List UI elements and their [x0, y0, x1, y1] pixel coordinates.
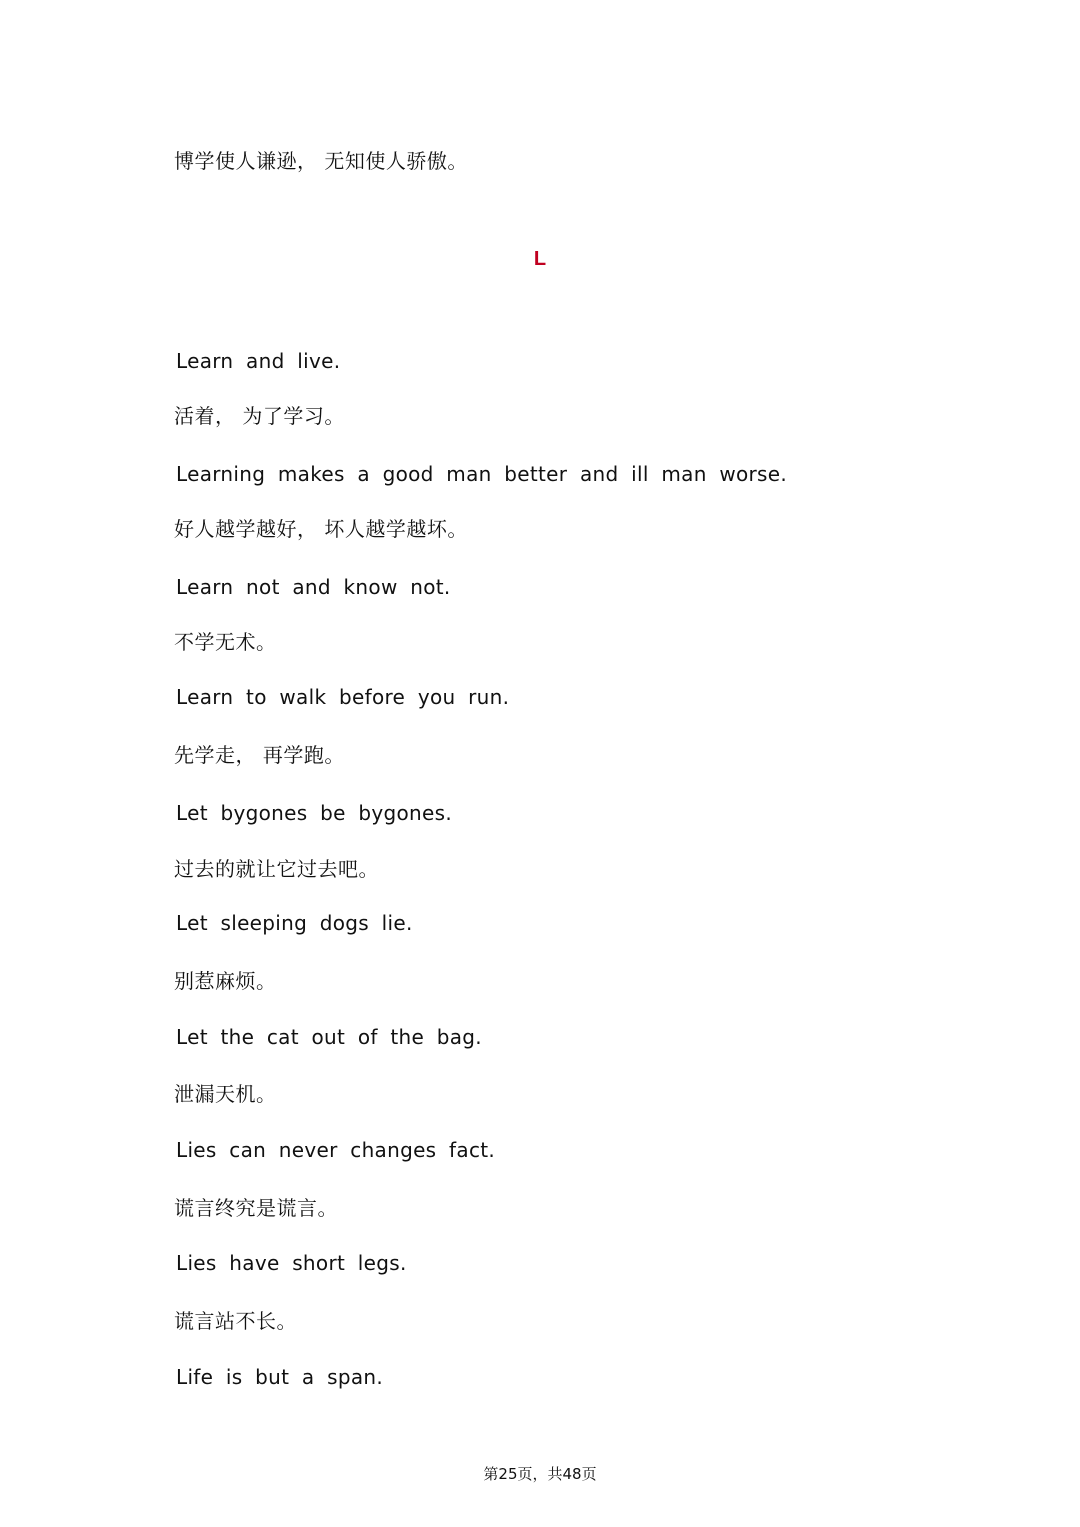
page-number-footer: 第25页，共48页 — [483, 1465, 597, 1483]
text-line-english: Learning makes a good man better and ill man worse. — [176, 462, 788, 486]
text-line-chinese: 不学无术。 — [174, 630, 277, 654]
text-line-english: Learn not and know not. — [176, 575, 451, 599]
text-line-english: Learn and live. — [176, 349, 341, 373]
text-line-chinese: 谎言终究是谎言。 — [174, 1196, 338, 1220]
text-line-chinese: 泄漏天机。 — [174, 1082, 277, 1106]
text-line-english: Lies can never changes fact. — [176, 1138, 496, 1162]
text-line-english: Let sleeping dogs lie. — [176, 911, 413, 935]
text-line-chinese: 先学走， 再学跑。 — [174, 743, 345, 767]
text-line-english: Let bygones be bygones. — [176, 801, 452, 825]
section-heading-letter: L — [533, 248, 547, 270]
text-line-chinese: 好人越学越好， 坏人越学越坏。 — [174, 517, 468, 541]
text-line-english: Learn to walk before you run. — [176, 685, 510, 709]
text-line-chinese: 谎言站不长。 — [174, 1309, 297, 1333]
text-line-english: Let the cat out of the bag. — [176, 1025, 482, 1049]
text-line-chinese: 别惹麻烦。 — [174, 969, 277, 993]
text-line-chinese: 活着， 为了学习。 — [174, 404, 345, 428]
text-line-chinese: 过去的就让它过去吧。 — [174, 857, 379, 881]
text-line-english: Life is but a span. — [176, 1365, 384, 1389]
text-line-chinese: 博学使人谦逊， 无知使人骄傲。 — [174, 149, 468, 173]
text-line-english: Lies have short legs. — [176, 1251, 407, 1275]
